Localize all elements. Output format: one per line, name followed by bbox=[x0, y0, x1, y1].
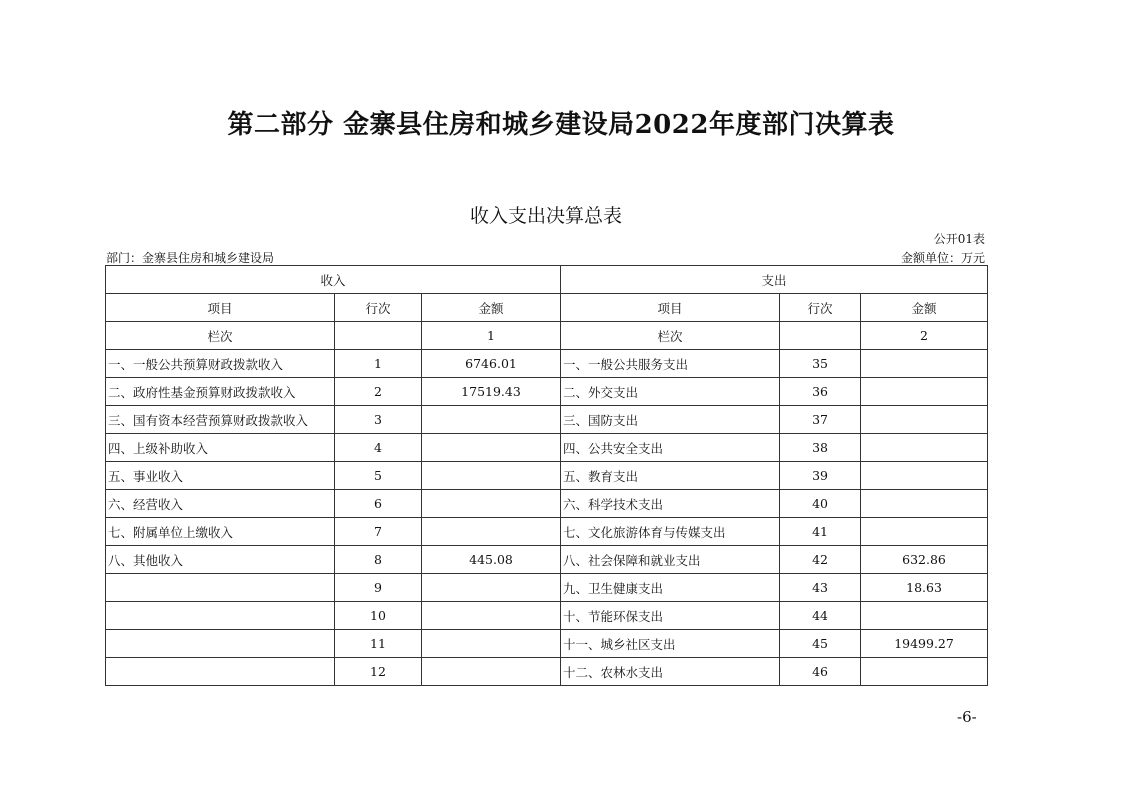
income-item-cell: 四、上级补助收入 bbox=[106, 434, 335, 462]
expense-item-cell: 十二、农林水支出 bbox=[561, 658, 780, 686]
expense-item-cell: 五、教育支出 bbox=[561, 462, 780, 490]
expense-line-cell: 42 bbox=[780, 546, 861, 574]
income-item-cell: 七、附属单位上缴收入 bbox=[106, 518, 335, 546]
expense-item-cell: 四、公共安全支出 bbox=[561, 434, 780, 462]
income-item-cell: 六、经营收入 bbox=[106, 490, 335, 518]
income-line-cell: 5 bbox=[335, 462, 422, 490]
page-number: -6- bbox=[957, 708, 977, 726]
expense-line-cell: 35 bbox=[780, 350, 861, 378]
income-line-cell: 1 bbox=[335, 350, 422, 378]
expense-item-cell: 六、科学技术支出 bbox=[561, 490, 780, 518]
table-row bbox=[106, 406, 988, 434]
expense-item-cell: 三、国防支出 bbox=[561, 406, 780, 434]
income-item-cell: 八、其他收入 bbox=[106, 546, 335, 574]
expense-item-cell: 九、卫生健康支出 bbox=[561, 574, 780, 602]
income-item-cell bbox=[106, 574, 335, 602]
income-index-value: 1 bbox=[422, 322, 561, 350]
income-amount-header: 金额 bbox=[422, 294, 561, 322]
income-item-header: 项目 bbox=[106, 294, 335, 322]
expense-line-cell: 39 bbox=[780, 462, 861, 490]
expense-amount-cell bbox=[861, 602, 988, 630]
expense-index-label: 栏次 bbox=[561, 322, 780, 350]
expense-line-cell: 44 bbox=[780, 602, 861, 630]
income-amount-cell bbox=[422, 574, 561, 602]
expense-amount-cell bbox=[861, 658, 988, 686]
expense-amount-cell: 19499.27 bbox=[861, 630, 988, 658]
expense-amount-cell bbox=[861, 462, 988, 490]
expense-line-cell: 40 bbox=[780, 490, 861, 518]
column-header-row bbox=[106, 294, 988, 322]
expense-amount-header: 金额 bbox=[861, 294, 988, 322]
department-label: 部门：金寨县住房和城乡建设局 bbox=[106, 251, 275, 265]
income-amount-cell bbox=[422, 602, 561, 630]
income-expense-table bbox=[105, 265, 988, 686]
form-number: 公开01表 bbox=[933, 232, 985, 246]
expense-index-line bbox=[780, 322, 861, 350]
income-item-cell: 三、国有资本经营预算财政拨款收入 bbox=[106, 406, 335, 434]
expense-amount-cell bbox=[861, 378, 988, 406]
expense-item-cell: 七、文化旅游体育与传媒支出 bbox=[561, 518, 780, 546]
table-row bbox=[106, 630, 988, 658]
expense-item-cell: 二、外交支出 bbox=[561, 378, 780, 406]
income-line-cell: 7 bbox=[335, 518, 422, 546]
income-line-cell: 2 bbox=[335, 378, 422, 406]
income-item-cell bbox=[106, 602, 335, 630]
income-amount-cell bbox=[422, 490, 561, 518]
expense-line-cell: 45 bbox=[780, 630, 861, 658]
income-line-cell: 3 bbox=[335, 406, 422, 434]
income-item-cell: 五、事业收入 bbox=[106, 462, 335, 490]
expense-item-header: 项目 bbox=[561, 294, 780, 322]
table-row bbox=[106, 462, 988, 490]
income-line-cell: 11 bbox=[335, 630, 422, 658]
income-amount-cell bbox=[422, 658, 561, 686]
income-amount-cell: 445.08 bbox=[422, 546, 561, 574]
income-section-header: 收入 bbox=[106, 266, 561, 294]
table-row bbox=[106, 602, 988, 630]
expense-line-header: 行次 bbox=[780, 294, 861, 322]
income-item-cell: 一、一般公共预算财政拨款收入 bbox=[106, 350, 335, 378]
expense-amount-cell bbox=[861, 350, 988, 378]
income-line-cell: 4 bbox=[335, 434, 422, 462]
expense-amount-cell bbox=[861, 518, 988, 546]
income-line-cell: 6 bbox=[335, 490, 422, 518]
income-amount-cell: 6746.01 bbox=[422, 350, 561, 378]
income-item-cell: 二、政府性基金预算财政拨款收入 bbox=[106, 378, 335, 406]
expense-amount-cell: 18.63 bbox=[861, 574, 988, 602]
expense-item-cell: 十一、城乡社区支出 bbox=[561, 630, 780, 658]
income-item-cell bbox=[106, 630, 335, 658]
expense-amount-cell bbox=[861, 490, 988, 518]
income-amount-cell: 17519.43 bbox=[422, 378, 561, 406]
income-amount-cell bbox=[422, 462, 561, 490]
income-line-cell: 8 bbox=[335, 546, 422, 574]
table-row bbox=[106, 350, 988, 378]
income-index-line bbox=[335, 322, 422, 350]
table-row bbox=[106, 434, 988, 462]
income-item-cell bbox=[106, 658, 335, 686]
income-index-label: 栏次 bbox=[106, 322, 335, 350]
income-amount-cell bbox=[422, 406, 561, 434]
amount-unit-label: 金额单位：万元 bbox=[900, 251, 985, 265]
section-header-row bbox=[106, 266, 988, 294]
table-row bbox=[106, 378, 988, 406]
table-row bbox=[106, 658, 988, 686]
expense-line-cell: 36 bbox=[780, 378, 861, 406]
table-row bbox=[106, 574, 988, 602]
page-title: 第二部分 金寨县住房和城乡建设局2022年度部门决算表 bbox=[227, 110, 895, 140]
expense-item-cell: 八、社会保障和就业支出 bbox=[561, 546, 780, 574]
expense-section-header: 支出 bbox=[561, 266, 988, 294]
expense-line-cell: 38 bbox=[780, 434, 861, 462]
expense-item-cell: 十、节能环保支出 bbox=[561, 602, 780, 630]
table-row bbox=[106, 546, 988, 574]
expense-amount-cell: 632.86 bbox=[861, 546, 988, 574]
expense-amount-cell bbox=[861, 406, 988, 434]
column-index-row bbox=[106, 322, 988, 350]
income-amount-cell bbox=[422, 518, 561, 546]
expense-amount-cell bbox=[861, 434, 988, 462]
expense-item-cell: 一、一般公共服务支出 bbox=[561, 350, 780, 378]
income-line-cell: 12 bbox=[335, 658, 422, 686]
expense-line-cell: 41 bbox=[780, 518, 861, 546]
income-amount-cell bbox=[422, 434, 561, 462]
income-line-cell: 9 bbox=[335, 574, 422, 602]
expense-line-cell: 46 bbox=[780, 658, 861, 686]
income-amount-cell bbox=[422, 630, 561, 658]
expense-line-cell: 37 bbox=[780, 406, 861, 434]
table-row bbox=[106, 518, 988, 546]
table-row bbox=[106, 490, 988, 518]
expense-index-value: 2 bbox=[861, 322, 988, 350]
expense-line-cell: 43 bbox=[780, 574, 861, 602]
income-line-cell: 10 bbox=[335, 602, 422, 630]
table-title: 收入支出决算总表 bbox=[469, 205, 622, 227]
income-line-header: 行次 bbox=[335, 294, 422, 322]
